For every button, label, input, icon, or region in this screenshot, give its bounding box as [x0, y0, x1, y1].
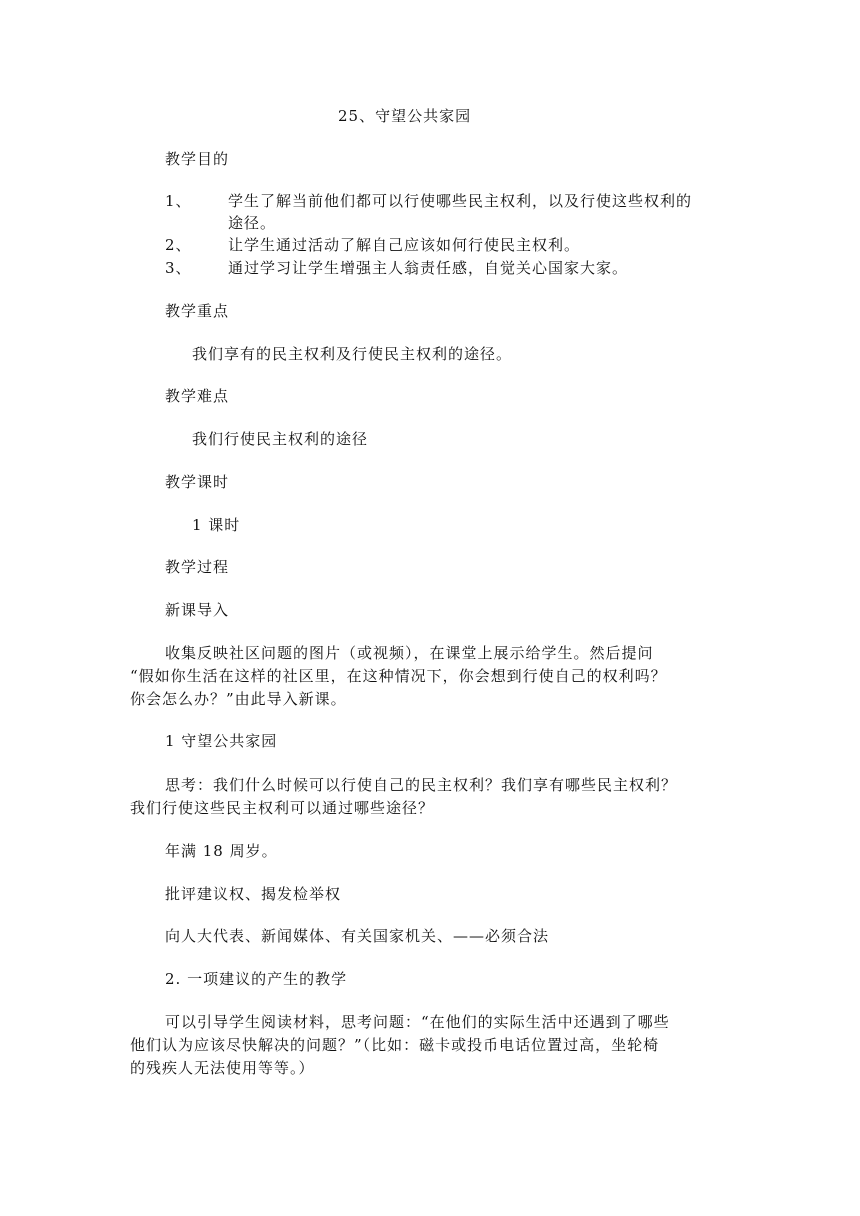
difficulty-text: 我们行使民主权利的途径 [192, 430, 369, 448]
part2-heading: 2. 一项建议的产生的教学 [165, 970, 348, 988]
hours-heading: 教学课时 [165, 473, 230, 491]
intro-paragraph-line: 收集反映社区问题的图片（或视频），在课堂上展示给学生。然后提问 [165, 644, 654, 662]
guide-paragraph-line: 可以引导学生阅读材料，思考问题：“在他们的实际生活中还遇到了哪些 [165, 1013, 670, 1031]
channels-text: 向人大代表、新闻媒体、有关国家机关、——必须合法 [165, 927, 550, 945]
process-heading: 教学过程 [165, 558, 230, 576]
guide-paragraph-line: 他们认为应该尽快解决的问题？”（比如：磁卡或投币电话位置过高，坐轮椅 [130, 1036, 660, 1054]
key-text: 我们享有的民主权利及行使民主权利的途径。 [192, 345, 513, 363]
goal-number: 2、 [165, 236, 192, 254]
intro-paragraph-line: “假如你生活在这样的社区里，在这种情况下，你会想到行使自己的权利吗？ [130, 667, 667, 685]
rights-text: 批评建议权、揭发检举权 [165, 885, 342, 903]
part1-heading: 1 守望公共家园 [165, 732, 278, 750]
intro-paragraph-line: 你会怎么办？”由此导入新课。 [130, 690, 347, 708]
goals-heading: 教学目的 [165, 150, 230, 168]
age-text: 年满 18 周岁。 [165, 842, 278, 860]
goal-text: 学生了解当前他们都可以行使哪些民主权利，以及行使这些权利的 [228, 192, 693, 210]
think-paragraph-line: 思考：我们什么时候可以行使自己的民主权利？我们享有哪些民主权利？ [165, 776, 678, 794]
difficulty-heading: 教学难点 [165, 387, 230, 405]
intro-heading: 新课导入 [165, 601, 230, 619]
goal-text: 途径。 [228, 214, 277, 232]
guide-paragraph-line: 的残疾人无法使用等等。） [130, 1059, 315, 1077]
goal-text: 通过学习让学生增强主人翁责任感，自觉关心国家大家。 [228, 259, 629, 277]
page-title: 25、守望公共家园 [338, 107, 472, 125]
think-paragraph-line: 我们行使这些民主权利可以通过哪些途径？ [130, 799, 435, 817]
hours-text: 1 课时 [192, 516, 241, 534]
key-heading: 教学重点 [165, 302, 230, 320]
goal-text: 让学生通过活动了解自己应该如何行使民主权利。 [228, 236, 581, 254]
goal-number: 1、 [165, 192, 192, 210]
goal-number: 3、 [165, 259, 192, 277]
